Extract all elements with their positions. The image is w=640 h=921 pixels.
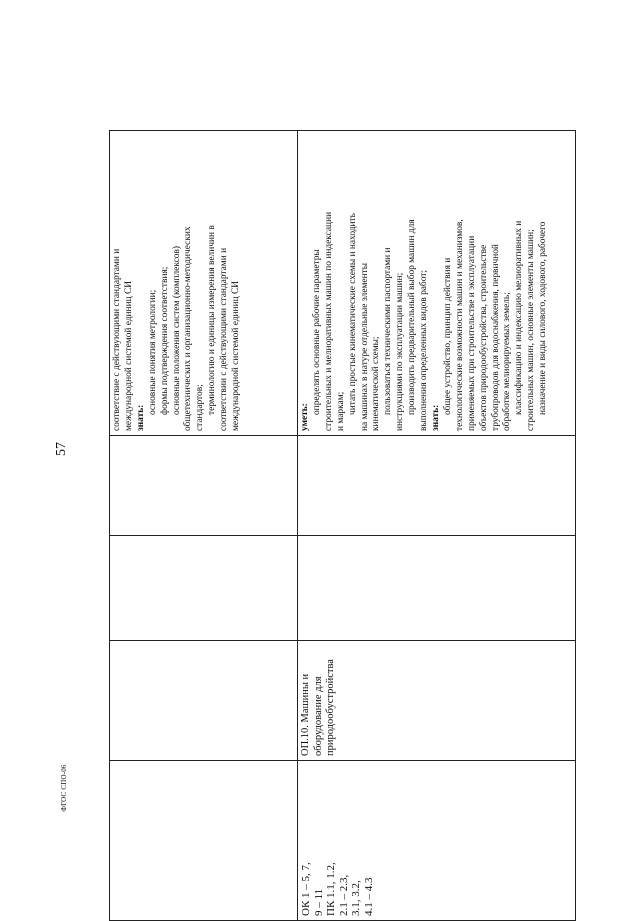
footer-code: ФГОС СПО-06 — [60, 764, 68, 812]
rotated-table — [109, 131, 575, 921]
discipline-line: природообустройства — [325, 659, 336, 756]
text-line: инструкциями по эксплуатации машин; — [395, 272, 406, 431]
text-line: читать простые кинематические схемы и находить — [347, 213, 358, 415]
text-line: классификацию и индексацию мелиоративных и — [514, 220, 525, 415]
competency-codes — [300, 765, 375, 916]
text-line: основные положения систем (комплексов) — [171, 245, 182, 415]
competency-code-line: 3.1, 3.2, — [350, 880, 362, 916]
text-line: международной системой единиц СИ — [231, 281, 242, 431]
text-line: соответствии с действующими стандартами и — [219, 247, 230, 431]
text-line: применяемых при строительстве и эксплуатации — [466, 235, 477, 431]
requirements-text — [112, 135, 243, 431]
text-line: строительных машин, основные элементы машин; — [526, 229, 537, 431]
section-heading: знать: — [430, 404, 441, 431]
discipline-line: ОП.10. Машины и — [300, 673, 311, 756]
competency-code-line: 2.1 – 2.3, — [337, 874, 350, 916]
table-row — [110, 131, 298, 921]
text-line: технологические возможности машин и механизмов, — [454, 219, 465, 431]
table-cell-empty — [298, 436, 576, 536]
text-line: выполнения определенных видов работ; — [419, 270, 430, 431]
section-heading: уметь: — [300, 403, 310, 431]
text-line: назначение и виды силового, ходового, рабочего — [538, 221, 549, 415]
text-line: на машинах в натуре отдельные элементы — [359, 263, 370, 431]
table-cell-empty — [298, 536, 576, 641]
page-number: 57 — [54, 442, 69, 456]
text-line: кинематической схемы; — [371, 336, 382, 431]
text-line: соответствие с действующими стандартами и — [112, 248, 122, 431]
table-cell-empty — [110, 641, 298, 761]
table-cell-requirements — [110, 131, 298, 436]
text-line: трубопроводов для водоснабжения, первичной — [490, 244, 501, 431]
competency-code-line: ПК 1.1, 1.2, — [325, 862, 337, 916]
competency-table — [109, 130, 576, 921]
table-cell-competencies — [298, 761, 576, 921]
table-cell-empty — [110, 536, 298, 641]
competency-code-line: 4.1 – 4.3 — [362, 877, 375, 916]
discipline-name — [300, 645, 338, 756]
text-line: обработке мелиорируемых земель; — [502, 292, 513, 431]
table-cell-empty — [110, 761, 298, 921]
text-line: формы подтверждения соответствия; — [159, 266, 170, 415]
text-line: основные понятия метрологии; — [147, 289, 158, 415]
competency-code-line: 9 – 11 — [312, 888, 325, 916]
text-line: строительных и мелиоративных машин по индексации — [323, 211, 334, 431]
text-line: общее устройство, принцип действия и — [442, 257, 453, 415]
competency-code-line: ОК 1 – 5, 7, — [300, 862, 312, 916]
text-line: международной системой единиц СИ — [123, 281, 134, 431]
discipline-line: оборудование для — [312, 676, 324, 756]
text-line: объектов природообустройства, строительстве — [478, 244, 489, 431]
requirements-text — [300, 135, 550, 431]
table-cell-requirements — [298, 131, 576, 436]
table-cell-empty — [110, 436, 298, 536]
text-line: определять основные рабочие параметры — [311, 249, 322, 415]
text-line: и маркам; — [335, 391, 346, 431]
text-line: производить предварительный выбор машин для — [407, 219, 418, 415]
section-heading: знать: — [135, 404, 146, 431]
table-cell-discipline — [298, 641, 576, 761]
table-row — [298, 131, 576, 921]
text-line: стандартов; — [195, 384, 206, 431]
text-line: пользоваться техническими паспортами и — [383, 247, 394, 415]
text-line: общетехнических и организационно-методических — [183, 226, 194, 431]
text-line: терминологию и единицы измерения величин в — [207, 225, 218, 415]
